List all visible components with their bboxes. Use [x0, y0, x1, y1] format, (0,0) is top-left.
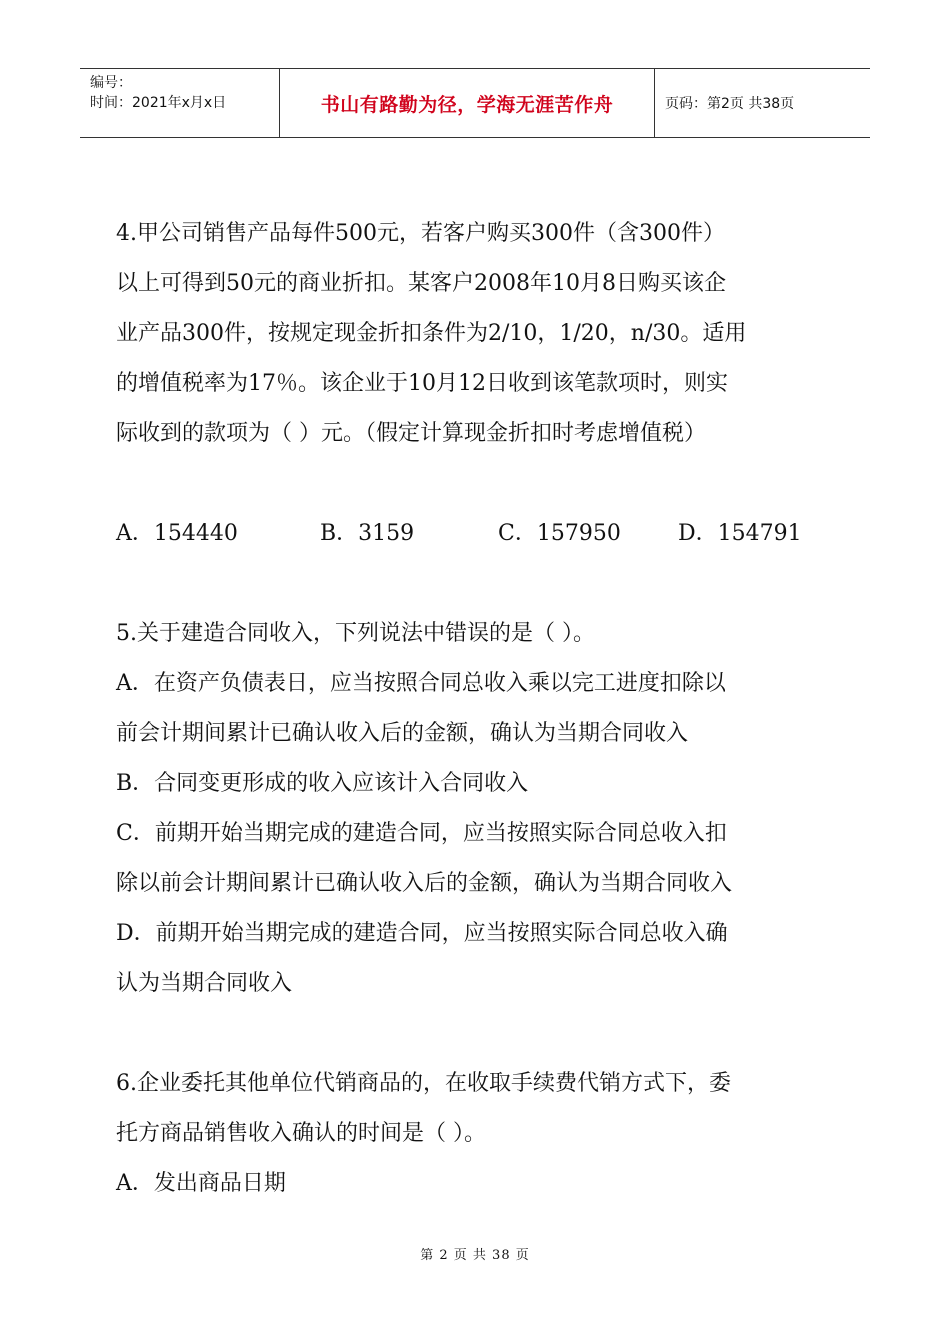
q4-line: 业产品300件，按规定现金折扣条件为2/10，1/20，n/30。适用 [116, 321, 747, 346]
q6-line: A．发出商品日期 [116, 1171, 286, 1196]
q4-option-a: A．154440 [116, 521, 238, 546]
q5-line: 除以前会计期间累计已确认收入后的金额，确认为当期合同收入 [116, 871, 733, 896]
q5-line: D．前期开始当期完成的建造合同，应当按照实际合同总收入确 [116, 921, 728, 946]
question-4 [116, 216, 836, 566]
question-6 [116, 1066, 836, 1216]
q4-options [116, 516, 836, 566]
question-5 [116, 616, 836, 1016]
q6-line: 6.企业委托其他单位代销商品的，在收取手续费代销方式下，委 [116, 1071, 731, 1096]
page-header [80, 68, 870, 138]
q5-line: C．前期开始当期完成的建造合同，应当按照实际合同总收入扣 [116, 821, 727, 846]
q4-line: 以上可得到50元的商业折扣。某客户2008年10月8日购买该企 [116, 271, 726, 296]
number-label: 编号： [90, 75, 132, 91]
header-page-info: 页码：第2页 共38页 [665, 96, 795, 112]
q4-option-d: D．154791 [678, 521, 802, 546]
q4-line: 的增值税率为17％。该企业于10月12日收到该笔款项时，则实 [116, 371, 728, 396]
q5-line: 前会计期间累计已确认收入后的金额，确认为当期合同收入 [116, 721, 689, 746]
document-body [116, 216, 836, 1216]
q6-line: 托方商品销售收入确认的时间是（ ）。 [116, 1121, 486, 1146]
page-footer: 第 2 页 共 38 页 [420, 1248, 530, 1263]
q4-option-b: B．3159 [320, 521, 415, 546]
q4-line: 4.甲公司销售产品每件500元，若客户购买300件（含300件） [116, 221, 725, 246]
date-label: 时间：2021年x月x日 [90, 95, 227, 111]
q4-option-c: C．157950 [498, 521, 621, 546]
header-meta [80, 69, 280, 137]
q5-line: 认为当期合同收入 [116, 971, 293, 996]
header-motto: 书山有路勤为径，学海无涯苦作舟 [280, 69, 655, 137]
q5-line: 5.关于建造合同收入，下列说法中错误的是（ ）。 [116, 621, 595, 646]
q5-line: B．合同变更形成的收入应该计入合同收入 [116, 771, 529, 796]
q5-line: A．在资产负债表日，应当按照合同总收入乘以完工进度扣除以 [116, 671, 726, 696]
q4-line: 际收到的款项为（ ）元。（假定计算现金折扣时考虑增值税） [116, 421, 706, 446]
